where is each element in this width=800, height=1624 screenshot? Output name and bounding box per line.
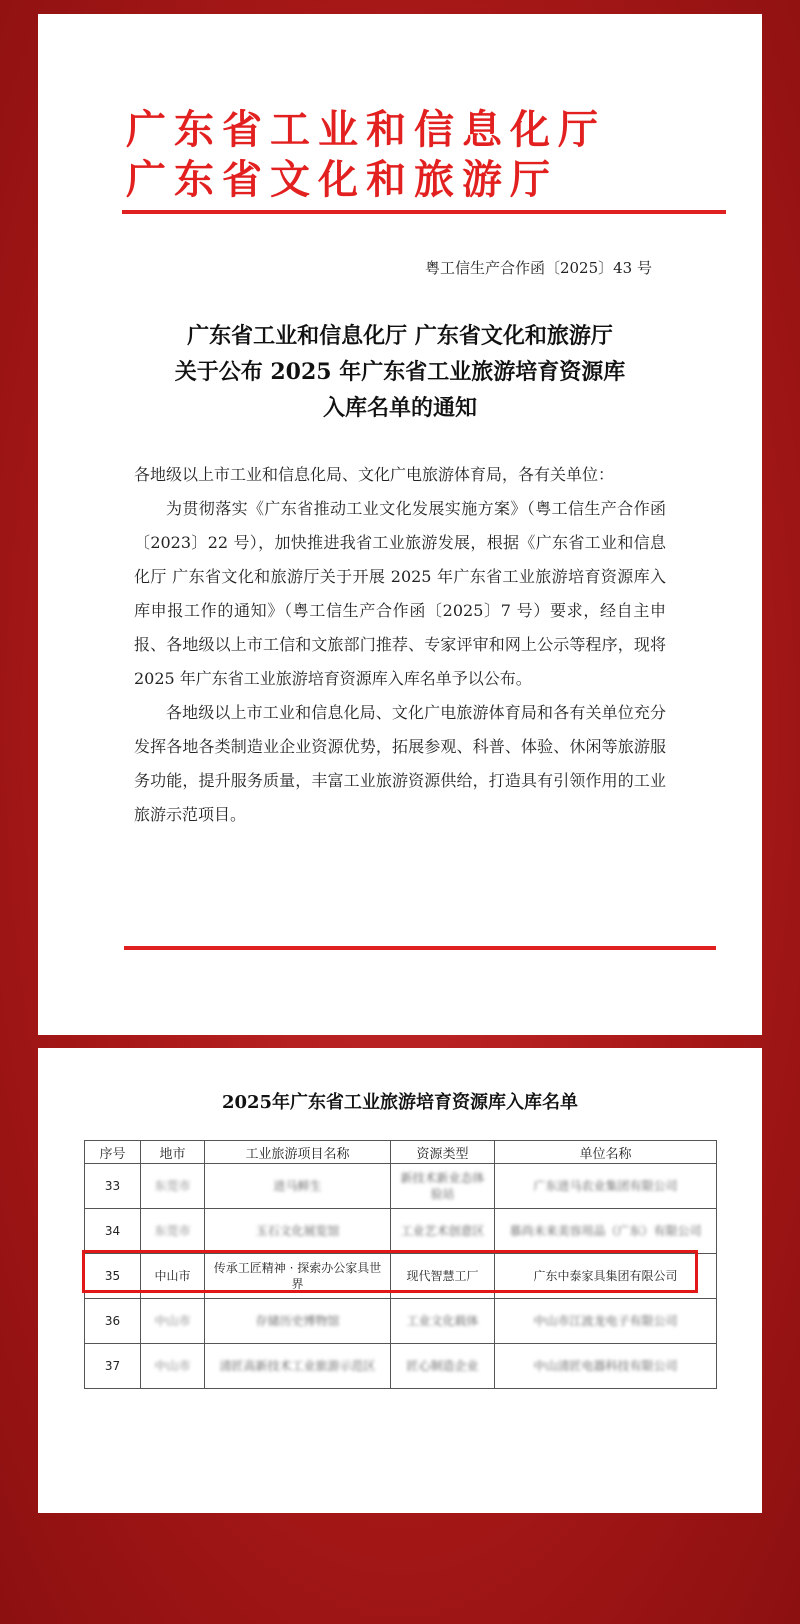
row-type: 现代智慧工厂 <box>391 1254 495 1299</box>
row-project: 清匠高新技术工业旅游示范区 <box>205 1344 391 1389</box>
row-city: 东莞市 <box>141 1164 205 1209</box>
title-line-2: 关于公布 2025 年广东省工业旅游培育资源库 <box>174 359 626 385</box>
notice-body <box>134 458 666 832</box>
issuer-header-line-2: 广东省文化和旅游厅 <box>126 157 558 203</box>
row-project: 存储历史博物馆 <box>205 1299 391 1344</box>
row-number: 37 <box>85 1344 141 1389</box>
row-project: 进马鲜生 <box>205 1164 391 1209</box>
row-city: 东莞市 <box>141 1209 205 1254</box>
header-red-rule <box>122 210 726 214</box>
body-paragraph-1: 为贯彻落实《广东省推动工业文化发展实施方案》（粤工信生产合作函〔2023〕22 号），加快推进我省工业旅游发展，根据《广东省工业和信息化厅 广东省文化和旅游厅关于开展 2025 年广东省工业旅游培育资源库入库申报工作的通知》（粤工信生产合作函〔2025〕7 号）要求，经自主申报、各地级以上市工信和文旅部门推荐、专家评审和网上公示等程序，现将 2025 年广东省工业旅游培育资源库入库名单予以公布。 <box>134 499 666 688</box>
column-header-type: 资源类型 <box>391 1141 495 1164</box>
roster-page <box>38 1048 762 1513</box>
row-number: 36 <box>85 1299 141 1344</box>
row-org: 广东中泰家具集团有限公司 <box>495 1254 717 1299</box>
table-row <box>85 1344 717 1389</box>
issuer-header-line-1: 广东省工业和信息化厅 <box>126 107 606 153</box>
body-paragraph-2: 各地级以上市工业和信息化局、文化广电旅游体育局和各有关单位充分发挥各地各类制造业企业资源优势，拓展参观、科普、体验、休闲等旅游服务功能，提升服务质量，丰富工业旅游资源供给，打造具有引领作用的工业旅游示范项目。 <box>134 703 666 824</box>
roster-table <box>84 1140 717 1389</box>
title-line-1: 广东省工业和信息化厅 广东省文化和旅游厅 <box>187 323 613 349</box>
row-type: 工业文化载体 <box>391 1299 495 1344</box>
row-number: 35 <box>85 1254 141 1299</box>
column-header-city: 地市 <box>141 1141 205 1164</box>
row-city: 中山市 <box>141 1344 205 1389</box>
row-org: 广东进马农业集团有限公司 <box>495 1164 717 1209</box>
column-header-org: 单位名称 <box>495 1141 717 1164</box>
table-row-highlighted <box>85 1254 717 1299</box>
table-header-row <box>85 1141 717 1164</box>
row-type: 工业艺术创意区 <box>391 1209 495 1254</box>
row-number: 34 <box>85 1209 141 1254</box>
notice-page <box>38 14 762 1035</box>
table-row <box>85 1164 717 1209</box>
title-line-3: 入库名单的通知 <box>322 395 477 421</box>
document-number: 粤工信生产合作函〔2025〕43 号 <box>424 259 652 277</box>
notice-title <box>78 318 722 426</box>
roster-title: 2025年广东省工业旅游培育资源库入库名单 <box>221 1092 579 1113</box>
column-header-number: 序号 <box>85 1141 141 1164</box>
row-project: 玉石文化展览馆 <box>205 1209 391 1254</box>
row-number: 33 <box>85 1164 141 1209</box>
row-city: 中山市 <box>141 1299 205 1344</box>
salutation: 各地级以上市工业和信息化局、文化广电旅游体育局，各有关单位： <box>134 465 615 484</box>
footer-red-rule <box>124 946 716 950</box>
column-header-project: 工业旅游项目名称 <box>205 1141 391 1164</box>
row-org: 中山清匠电器科技有限公司 <box>495 1344 717 1389</box>
row-project: 传承工匠精神 · 探索办公家具世界 <box>205 1254 391 1299</box>
row-type: 匠心制造企业 <box>391 1344 495 1389</box>
row-org: 中山市江波龙电子有限公司 <box>495 1299 717 1344</box>
row-org: 慕尚未来美容用品（广东）有限公司 <box>495 1209 717 1254</box>
row-city: 中山市 <box>141 1254 205 1299</box>
table-row <box>85 1299 717 1344</box>
row-type: 新技术新业态体验站 <box>391 1164 495 1209</box>
table-row <box>85 1209 717 1254</box>
